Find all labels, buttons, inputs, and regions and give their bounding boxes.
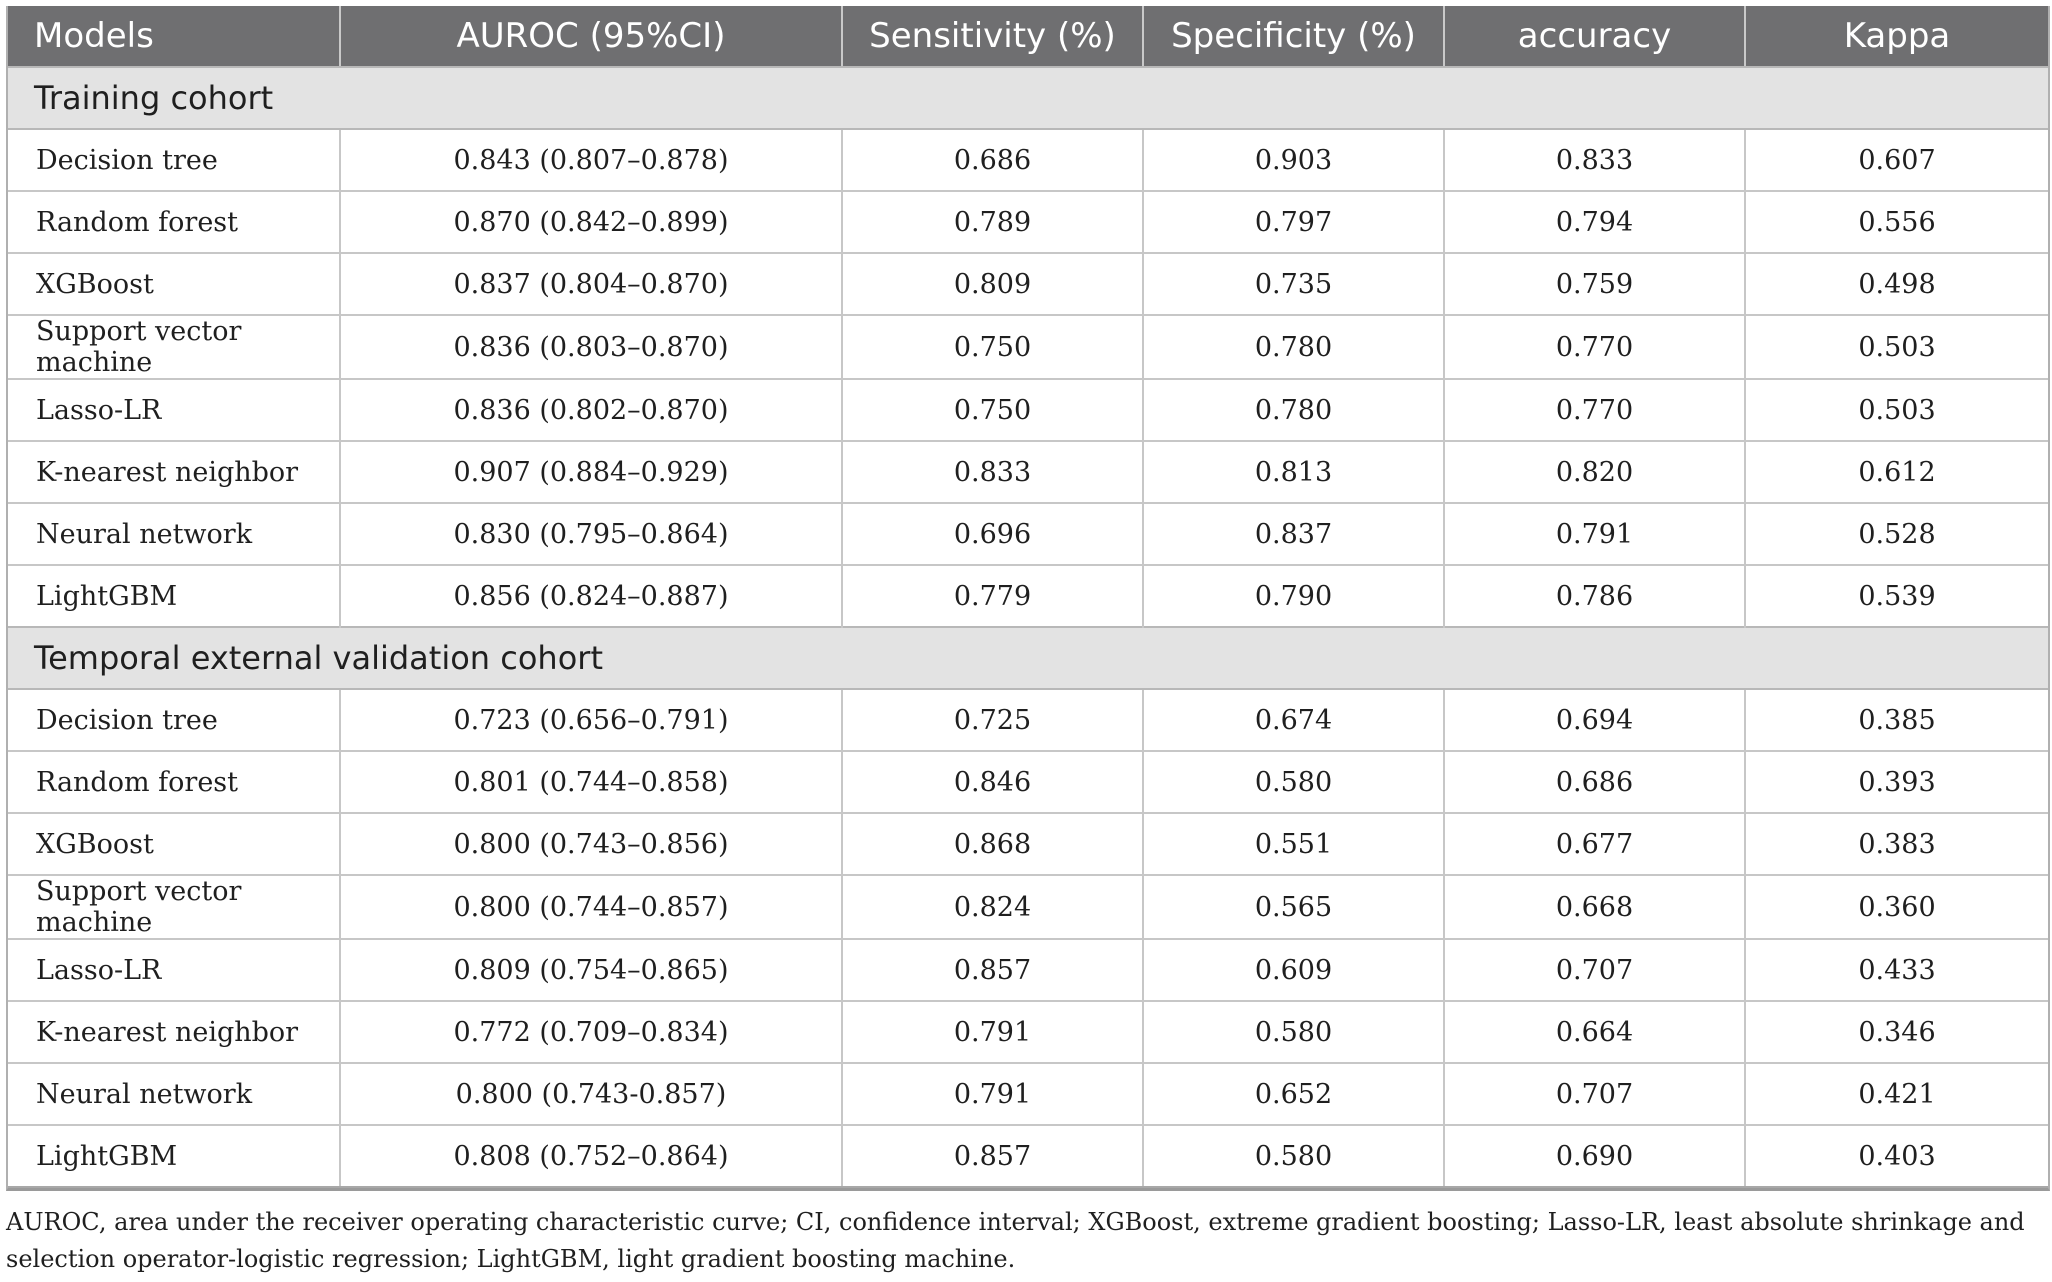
table-row: [8, 1001, 2048, 1063]
specificity-value: 0.780: [1143, 379, 1444, 441]
specificity-value: 0.580: [1143, 751, 1444, 813]
model-name: XGBoost: [8, 813, 340, 875]
table-row: [8, 689, 2048, 751]
auroc-value: 0.830 (0.795–0.864): [340, 503, 842, 565]
accuracy-value: 0.694: [1444, 689, 1745, 751]
auroc-value: 0.808 (0.752–0.864): [340, 1125, 842, 1187]
kappa-value: 0.528: [1745, 503, 2048, 565]
model-name: Lasso-LR: [8, 939, 340, 1001]
model-name: Random forest: [8, 191, 340, 253]
auroc-value: 0.723 (0.656–0.791): [340, 689, 842, 751]
section-header-row: [8, 67, 2048, 129]
specificity-value: 0.903: [1143, 129, 1444, 191]
kappa-value: 0.503: [1745, 379, 2048, 441]
kappa-value: 0.503: [1745, 315, 2048, 379]
accuracy-value: 0.794: [1444, 191, 1745, 253]
model-name: LightGBM: [8, 1125, 340, 1187]
accuracy-value: 0.820: [1444, 441, 1745, 503]
auroc-value: 0.809 (0.754–0.865): [340, 939, 842, 1001]
auroc-value: 0.870 (0.842–0.899): [340, 191, 842, 253]
table-row: [8, 875, 2048, 939]
accuracy-value: 0.791: [1444, 503, 1745, 565]
table-row: [8, 751, 2048, 813]
auroc-value: 0.856 (0.824–0.887): [340, 565, 842, 627]
sensitivity-value: 0.791: [842, 1063, 1143, 1125]
model-name: Lasso-LR: [8, 379, 340, 441]
sensitivity-value: 0.846: [842, 751, 1143, 813]
accuracy-value: 0.664: [1444, 1001, 1745, 1063]
sensitivity-value: 0.791: [842, 1001, 1143, 1063]
sensitivity-value: 0.696: [842, 503, 1143, 565]
model-name: XGBoost: [8, 253, 340, 315]
auroc-value: 0.772 (0.709–0.834): [340, 1001, 842, 1063]
accuracy-value: 0.707: [1444, 939, 1745, 1001]
auroc-value: 0.800 (0.743-0.857): [340, 1063, 842, 1125]
model-name: Support vector machine: [8, 875, 340, 939]
kappa-value: 0.498: [1745, 253, 2048, 315]
auroc-value: 0.836 (0.803–0.870): [340, 315, 842, 379]
sensitivity-value: 0.809: [842, 253, 1143, 315]
section-title: Training cohort: [8, 67, 2048, 129]
table-row: [8, 191, 2048, 253]
table-row: [8, 1125, 2048, 1187]
sensitivity-value: 0.824: [842, 875, 1143, 939]
kappa-value: 0.612: [1745, 441, 2048, 503]
kappa-value: 0.385: [1745, 689, 2048, 751]
kappa-value: 0.539: [1745, 565, 2048, 627]
accuracy-value: 0.690: [1444, 1125, 1745, 1187]
sensitivity-value: 0.833: [842, 441, 1143, 503]
table-row: [8, 129, 2048, 191]
header-row: [8, 6, 2048, 67]
model-name: K-nearest neighbor: [8, 1001, 340, 1063]
kappa-value: 0.383: [1745, 813, 2048, 875]
auroc-value: 0.801 (0.744–0.858): [340, 751, 842, 813]
results-table-container: [6, 6, 2050, 1191]
accuracy-value: 0.668: [1444, 875, 1745, 939]
kappa-value: 0.393: [1745, 751, 2048, 813]
specificity-value: 0.551: [1143, 813, 1444, 875]
auroc-value: 0.837 (0.804–0.870): [340, 253, 842, 315]
specificity-value: 0.565: [1143, 875, 1444, 939]
specificity-value: 0.674: [1143, 689, 1444, 751]
kappa-value: 0.421: [1745, 1063, 2048, 1125]
kappa-value: 0.403: [1745, 1125, 2048, 1187]
model-name: Support vector machine: [8, 315, 340, 379]
specificity-value: 0.609: [1143, 939, 1444, 1001]
auroc-value: 0.907 (0.884–0.929): [340, 441, 842, 503]
specificity-value: 0.813: [1143, 441, 1444, 503]
section-header-row: [8, 627, 2048, 689]
table-body: [8, 67, 2048, 1187]
model-name: K-nearest neighbor: [8, 441, 340, 503]
table-row: [8, 315, 2048, 379]
model-performance-table: [8, 6, 2048, 1188]
accuracy-value: 0.686: [1444, 751, 1745, 813]
sensitivity-value: 0.789: [842, 191, 1143, 253]
table-row: [8, 253, 2048, 315]
section-title: Temporal external validation cohort: [8, 627, 2048, 689]
auroc-value: 0.836 (0.802–0.870): [340, 379, 842, 441]
accuracy-value: 0.770: [1444, 315, 1745, 379]
auroc-value: 0.800 (0.744–0.857): [340, 875, 842, 939]
kappa-value: 0.360: [1745, 875, 2048, 939]
kappa-value: 0.556: [1745, 191, 2048, 253]
sensitivity-value: 0.750: [842, 315, 1143, 379]
specificity-value: 0.580: [1143, 1125, 1444, 1187]
accuracy-value: 0.677: [1444, 813, 1745, 875]
table-row: [8, 379, 2048, 441]
table-row: [8, 1063, 2048, 1125]
table-row: [8, 939, 2048, 1001]
header-auroc: AUROC (95%CI): [340, 6, 842, 67]
accuracy-value: 0.759: [1444, 253, 1745, 315]
specificity-value: 0.780: [1143, 315, 1444, 379]
table-header: [8, 6, 2048, 67]
table-row: [8, 441, 2048, 503]
kappa-value: 0.346: [1745, 1001, 2048, 1063]
model-name: Decision tree: [8, 129, 340, 191]
sensitivity-value: 0.857: [842, 1125, 1143, 1187]
header-specificity: Specificity (%): [1143, 6, 1444, 67]
header-models: Models: [8, 6, 340, 67]
model-name: Neural network: [8, 1063, 340, 1125]
kappa-value: 0.433: [1745, 939, 2048, 1001]
auroc-value: 0.843 (0.807–0.878): [340, 129, 842, 191]
specificity-value: 0.652: [1143, 1063, 1444, 1125]
model-name: LightGBM: [8, 565, 340, 627]
model-name: Decision tree: [8, 689, 340, 751]
table-row: [8, 813, 2048, 875]
specificity-value: 0.837: [1143, 503, 1444, 565]
specificity-value: 0.580: [1143, 1001, 1444, 1063]
auroc-value: 0.800 (0.743–0.856): [340, 813, 842, 875]
table-footnote: AUROC, area under the receiver operating characteristic curve; CI, confidence interval; XGBoost, extreme gradient boosting; Lasso-LR, least absolute shrinkage and selection operator-logistic regression; LightGBM, light gradient boosting machine.: [6, 1208, 2025, 1273]
accuracy-value: 0.770: [1444, 379, 1745, 441]
header-accuracy: accuracy: [1444, 6, 1745, 67]
specificity-value: 0.735: [1143, 253, 1444, 315]
table-row: [8, 503, 2048, 565]
sensitivity-value: 0.868: [842, 813, 1143, 875]
model-name: Neural network: [8, 503, 340, 565]
accuracy-value: 0.786: [1444, 565, 1745, 627]
header-sensitivity: Sensitivity (%): [842, 6, 1143, 67]
accuracy-value: 0.707: [1444, 1063, 1745, 1125]
sensitivity-value: 0.725: [842, 689, 1143, 751]
model-name: Random forest: [8, 751, 340, 813]
sensitivity-value: 0.857: [842, 939, 1143, 1001]
specificity-value: 0.797: [1143, 191, 1444, 253]
kappa-value: 0.607: [1745, 129, 2048, 191]
accuracy-value: 0.833: [1444, 129, 1745, 191]
header-kappa: Kappa: [1745, 6, 2048, 67]
specificity-value: 0.790: [1143, 565, 1444, 627]
sensitivity-value: 0.686: [842, 129, 1143, 191]
sensitivity-value: 0.750: [842, 379, 1143, 441]
table-row: [8, 565, 2048, 627]
sensitivity-value: 0.779: [842, 565, 1143, 627]
